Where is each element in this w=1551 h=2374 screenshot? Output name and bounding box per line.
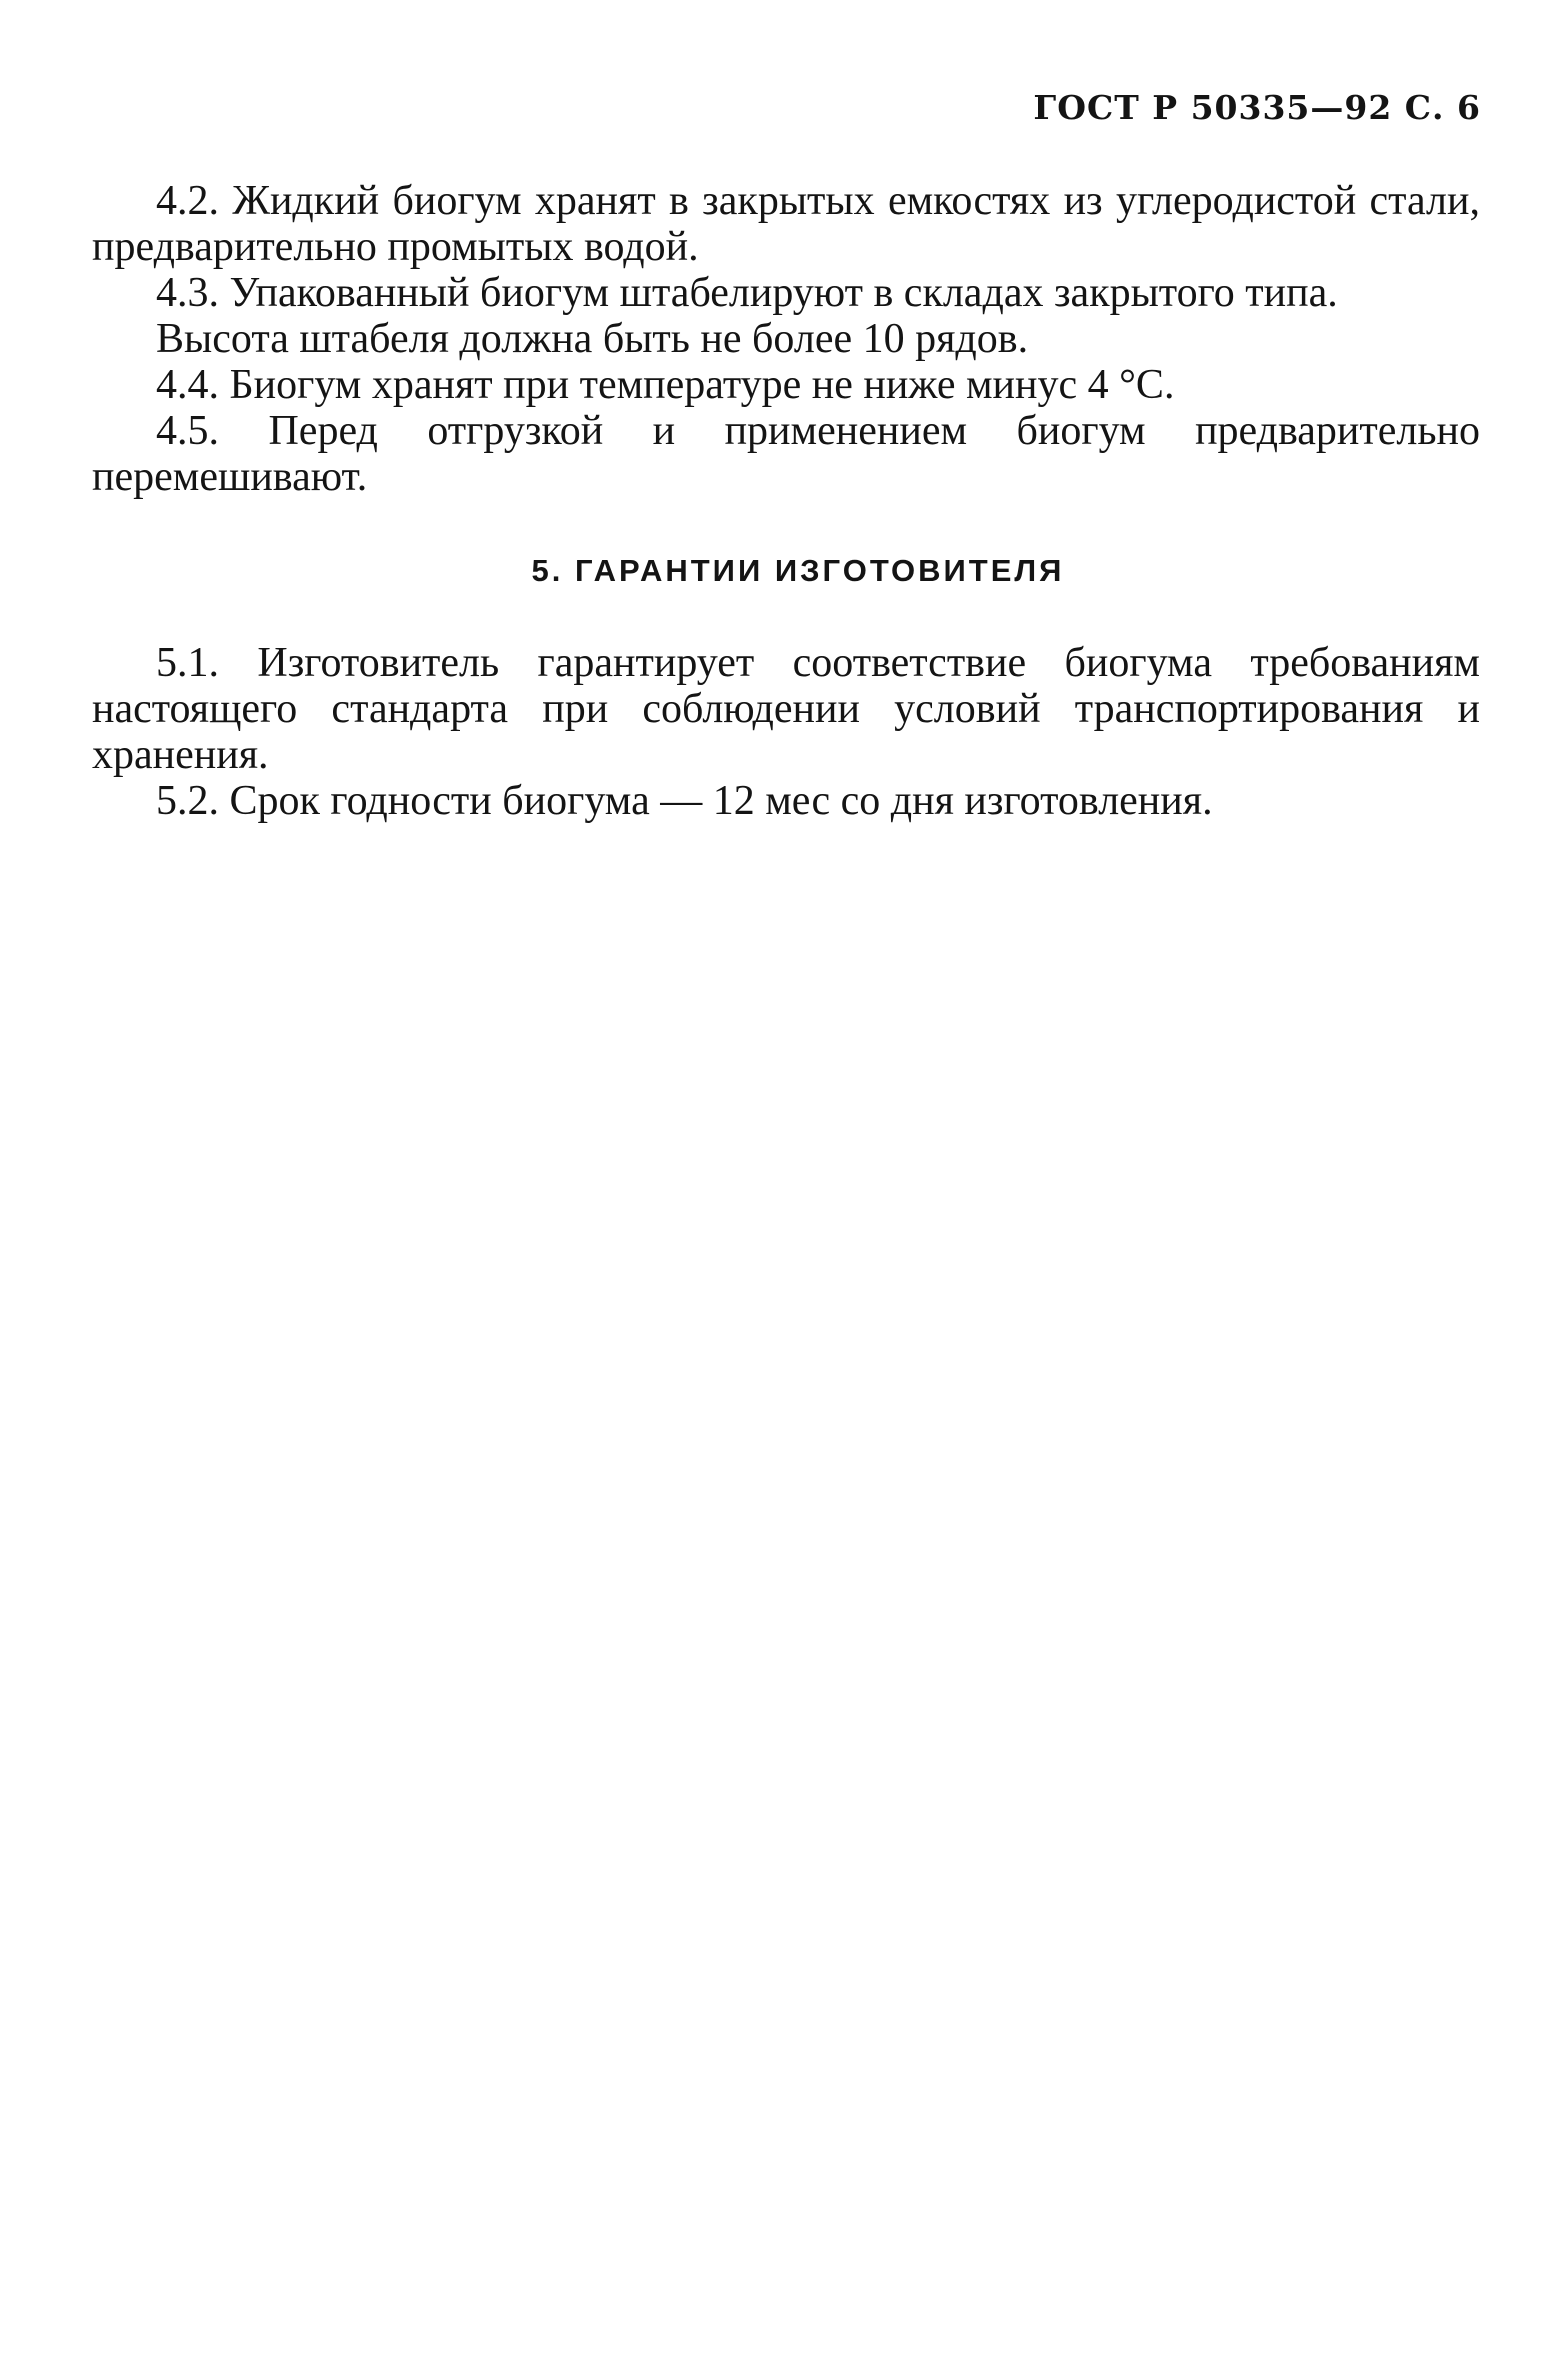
paragraph-4-5: 4.5. Перед отгрузкой и применением биогум предварительно перемешивают.	[92, 408, 1480, 500]
paragraph-5-1: 5.1. Изготовитель гарантирует соответствие биогума требованиям настоящего стандарта при соблюдении условий транспортирования и хранения.	[92, 640, 1480, 778]
paragraph-4-3: 4.3. Упакованный биогум штабелируют в складах закрытого типа.	[156, 270, 1338, 316]
paragraph-4-2: 4.2. Жидкий биогум хранят в закрытых емкостях из углеродистой стали, предварительно промытых водой.	[92, 178, 1480, 270]
paragraph-4-4: 4.4. Биогум хранят при температуре не ниже минус 4 °С.	[156, 362, 1175, 408]
running-header: ГОСТ Р 50335—92 С. 6	[1033, 88, 1481, 127]
section-heading-manufacturer-guarantees: 5. ГАРАНТИИ ИЗГОТОВИТЕЛЯ	[531, 553, 1065, 588]
paragraph-5-2: 5.2. Срок годности биогума — 12 мес со дня изготовления.	[156, 778, 1213, 824]
document-body	[92, 178, 1480, 824]
paragraph-stack-height: Высота штабеля должна быть не более 10 рядов.	[156, 316, 1029, 362]
